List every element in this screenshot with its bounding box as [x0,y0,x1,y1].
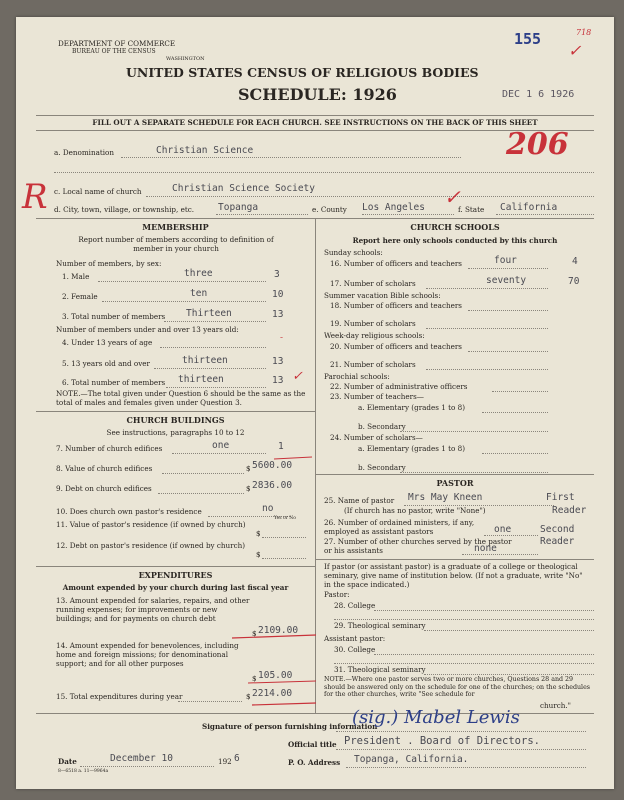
q2-label: 2. Female [62,292,98,301]
parochial-schools-label: Parochial schools: [324,372,390,381]
state-value: California [500,202,558,213]
local-name-label: c. Local name of church [54,187,142,196]
q27-extra: Reader [540,536,575,547]
official-title-value: President . Board of Directors. [344,735,540,747]
expenditures-heading: EXPENDITURES [138,570,213,580]
q4-label: 4. Under 13 years of age [62,338,153,347]
q11-dollar: $ [256,529,261,538]
buildings-heading: CHURCH BUILDINGS [126,415,225,425]
year-digit: 6 [234,753,240,764]
q15-label: 15. Total expenditures during year [56,692,183,701]
q27-value: none [474,543,497,554]
county-label: e. County [312,205,347,214]
q16-number: 4 [572,256,578,267]
q6-label: 6. Total number of members [62,378,166,387]
q6-word: thirteen [178,374,224,385]
department-label: DEPARTMENT OF COMMERCE [58,39,176,48]
q2-number: 10 [272,289,284,300]
q10-sublabel: Yes or No [274,516,296,521]
q7-label: 7. Number of church edifices [56,444,163,453]
received-date-stamp: DEC 1 6 1926 [502,89,575,100]
check-mark-icon: ✓ [568,41,582,60]
membership-heading: MEMBERSHIP [142,222,209,232]
q14-value: 105.00 [258,670,293,681]
signature-label: Signature of person furnishing information [202,722,378,731]
assistant-education-label: Assistant pastor: [324,634,386,643]
summer-schools-label: Summer vacation Bible schools: [324,291,441,300]
q23b-label: b. Secondary [358,422,406,431]
q26-extra: Second [540,524,575,535]
city-label: WASHINGTON [166,56,205,62]
q17-label: 17. Number of scholars [330,279,416,288]
q1-label: 1. Male [62,272,90,281]
q9-dollar: $ [246,484,251,493]
q17-number: 70 [568,276,580,287]
q5-number: 13 [272,356,284,367]
schedule-title: SCHEDULE: 1926 [238,85,397,104]
q20-label: 20. Number of officers and teachers [330,342,462,351]
q30-label: 30. College [334,645,376,654]
q3-label: 3. Total number of members [62,312,166,321]
q3-number: 13 [272,309,284,320]
check-mark-icon: ✓ [444,185,461,209]
form-title: UNITED STATES CENSUS OF RELIGIOUS BODIES [126,65,479,80]
q12-label: 12. Debt on pastor's residence (if owned by church) [56,541,246,550]
q26-label: 26. Number of ordained ministers, if any, employed as assistant pastors [324,518,475,536]
q13-value: 2109.00 [258,625,299,636]
q24-label: 24. Number of scholars— [330,433,423,442]
members-by-sex-label: Number of members, by sex: [56,259,162,268]
q31-label: 31. Theological seminary [334,665,426,674]
q17-word: seventy [486,275,527,286]
date-value: December 10 [110,753,173,764]
q5-word: thirteen [182,355,228,366]
q15-dollar: $ [246,692,251,701]
corner-note: 718 [576,28,592,37]
address-value: Topanga, California. [354,754,469,765]
age-label: Number of members under and over 13 years old: [56,325,239,334]
q2-word: ten [190,288,208,299]
q7-word: one [212,440,230,451]
q28-label: 28. College [334,601,376,610]
q29-label: 29. Theological seminary [334,621,426,630]
q18-label: 18. Number of officers and teachers [330,301,462,310]
q10-label: 10. Does church own pastor's residence [56,507,202,516]
q15-value: 2214.00 [252,688,293,699]
q4-number: - [280,333,284,343]
county-value: Los Angeles [362,202,425,213]
q1-word: three [184,268,213,279]
check-mark-icon: ✓ [292,369,303,384]
pastor-name: Mrs May Kneen [408,492,483,503]
q26-value: one [494,524,512,535]
address-label: P. O. Address [288,758,341,767]
q14-dollar: $ [252,674,257,683]
r-mark: R [22,177,48,217]
q16-label: 16. Number of officers and teachers [330,259,462,268]
red-annotation-marks [16,17,614,789]
q19-label: 19. Number of scholars [330,319,416,328]
buildings-intro: See instructions, paragraphs 10 to 12 [106,428,245,437]
pastor-heading: PASTOR [436,478,474,488]
sunday-schools-label: Sunday schools: [324,248,383,257]
q13-label: 13. Amount expended for salaries, repairs, and other running expenses; for improvements or new buildings; and for payments on church debt [56,596,250,623]
q24a-label: a. Elementary (grades 1 to 8) [358,444,465,453]
q10-value: no [262,503,274,514]
q27-label: 27. Number of other churches served by the pastor or his assistants [324,537,512,555]
q9-value: 2836.00 [252,480,293,491]
q22-label: 22. Number of administrative officers [330,382,468,391]
city-label: d. City, town, village, or township, etc. [54,205,195,214]
pastor-note-end: church." [540,701,571,710]
pastor-role-first: First [546,492,575,503]
q6-number: 13 [272,375,284,386]
official-title-label: Official title [288,740,337,749]
q8-value: 5600.00 [252,460,293,471]
census-schedule-sheet [16,17,614,789]
q3-word: Thirteen [186,308,232,319]
q23-label: 23. Number of teachers— [330,392,424,401]
denomination-label: a. Denomination [54,148,114,157]
expenditures-intro: Amount expended by your church during last fiscal year [62,583,289,592]
q1-number: 3 [274,269,280,280]
q16-word: four [494,255,517,266]
signature-value: (sig.) Mabel Lewis [352,707,520,728]
schools-intro: Report here only schools conducted by this church [352,236,558,245]
q23a-label: a. Elementary (grades 1 to 8) [358,403,465,412]
q25-label: 25. Name of pastor [324,496,395,505]
q24b-label: b. Secondary [358,463,406,472]
q21-label: 21. Number of scholars [330,360,416,369]
graduate-note: If pastor (or assistant pastor) is a graduate of a college or theological seminary, give name of institution below. (If not a graduate, write "No" in the space indicated.) [324,562,583,589]
local-name-value: Christian Science Society [172,183,315,194]
q25-sublabel: (If church has no pastor, write "None") [344,506,486,515]
bureau-label: BUREAU OF THE CENSUS [72,48,156,55]
state-label: f. State [458,205,485,214]
weekday-schools-label: Week-day religious schools: [324,331,425,340]
schedule-number: 155 [514,30,542,48]
denomination-value: Christian Science [156,145,254,156]
pastor-note: NOTE.—Where one pastor serves two or more churches, Questions 28 and 29 should be answered only on the schedule for one of the churches; on the schedules for the other churches, write "See schedule for [324,676,591,698]
date-label: Date [58,757,77,766]
q8-dollar: $ [246,464,251,473]
print-code: 8—6518 a. 11—9964a [58,769,109,774]
year-prefix: 192 [218,757,232,766]
pastor-education-label: Pastor: [324,590,350,599]
q12-dollar: $ [256,550,261,559]
q13-dollar: $ [252,629,257,638]
denomination-code: 206 [506,127,569,162]
q9-label: 9. Debt on church edifices [56,484,152,493]
city-value: Topanga [218,202,259,213]
schools-heading: CHURCH SCHOOLS [410,222,500,232]
membership-intro: Report number of members according to definition of member in your church [78,235,274,253]
q5-label: 5. 13 years old and over [62,359,150,368]
pastor-role-reader: Reader [552,505,587,516]
q7-number: 1 [278,441,284,452]
q14-label: 14. Amount expended for benevolences, including home and foreign missions; for denominational support; and for all other purposes [56,641,239,668]
q11-label: 11. Value of pastor's residence (if owned by church) [56,520,246,529]
q8-label: 8. Value of church edifices [56,464,153,473]
instruction-line: FILL OUT A SEPARATE SCHEDULE FOR EACH CHURCH. SEE INSTRUCTIONS ON THE BACK OF THIS SHEET [92,118,538,127]
membership-note: NOTE.—The total given under Question 6 should be the same as the total of males and females given under Question 3. [56,389,306,407]
